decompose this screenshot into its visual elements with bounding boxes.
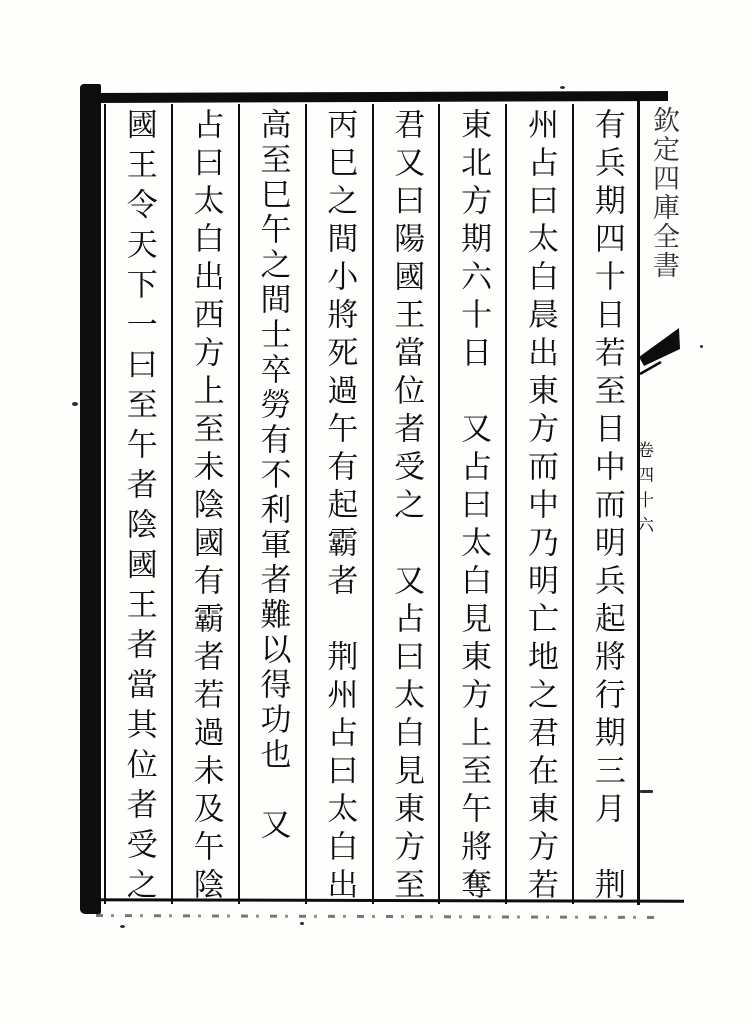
margin-book-title: 欽定四庫全書 (648, 106, 679, 280)
noise-speck (72, 402, 78, 406)
column-text: 國王令天下一曰至午者陰國王者當其位者受之 (120, 108, 157, 908)
margin-volume-label: 卷四十六 (633, 441, 653, 541)
column-text: 東北方期六十日 又占曰太白見東方上至午將奪 (455, 108, 492, 906)
text-column-1 (572, 104, 639, 904)
noise-speck (120, 925, 125, 928)
text-block (104, 104, 639, 908)
frame-top-border (88, 91, 668, 103)
text-column-2 (505, 104, 572, 904)
noise-speck (300, 922, 304, 925)
book-spine-bar (80, 84, 101, 914)
noise-speck (700, 345, 703, 348)
column-text: 丙巳之間小將死過午有起霸者 荆州占曰太白出 (321, 108, 358, 906)
scan-noise-line (96, 914, 662, 919)
text-column-5 (305, 104, 372, 904)
column-text: 高至巳午之間士卒勞有不利軍者難以得功也 又 (254, 108, 291, 843)
noise-speck (560, 86, 565, 89)
text-column-6 (238, 104, 305, 904)
text-column-4 (372, 104, 439, 904)
column-text: 占曰太白出西方上至未陰國有霸者若過未及午陰 (187, 108, 224, 906)
column-text: 有兵期四十日若至日中而明兵起將行期三月 荆 (588, 108, 625, 906)
text-column-8 (106, 104, 171, 908)
column-text: 君又曰陽國王當位者受之 又占曰太白見東方至 (388, 108, 425, 906)
text-column-3 (438, 104, 505, 904)
fold-mark-triangle-icon (639, 328, 681, 382)
text-column-7 (171, 104, 238, 904)
column-text: 州占曰太白晨出東方而中乃明亡地之君在東方若 (521, 108, 558, 906)
noise-speck (640, 790, 653, 793)
